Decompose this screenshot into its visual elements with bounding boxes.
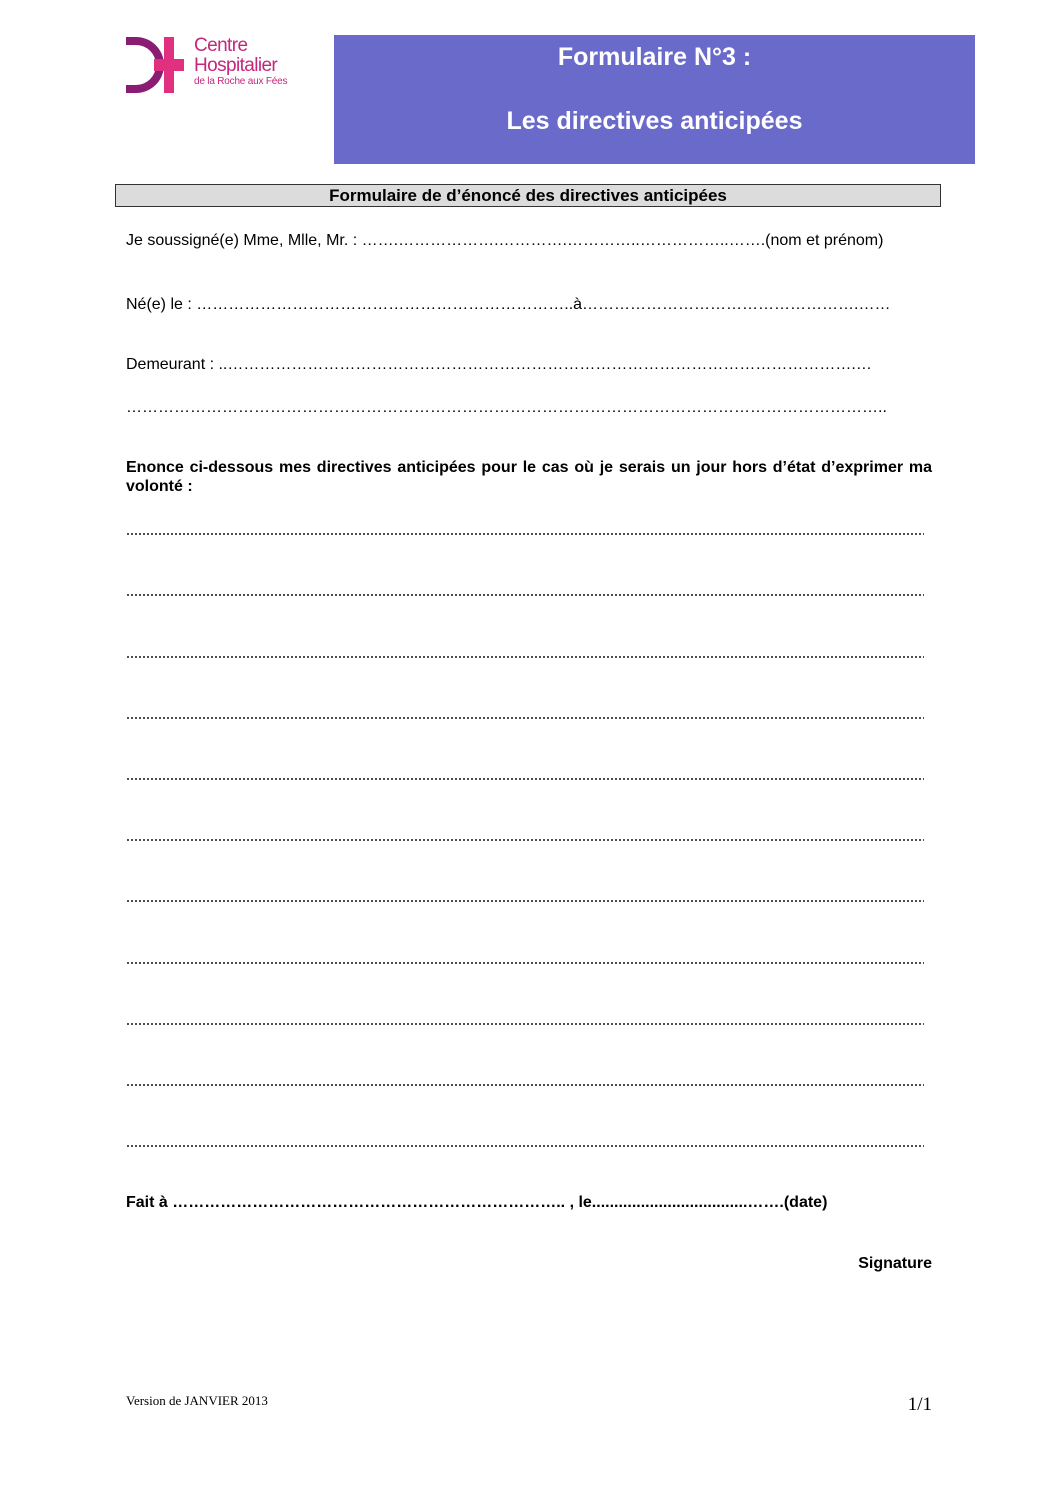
directive-line[interactable]: [126, 656, 924, 658]
directive-line[interactable]: [126, 900, 924, 902]
directive-line[interactable]: [126, 778, 924, 780]
page-number: 1/1: [907, 1394, 932, 1415]
directive-line[interactable]: [126, 594, 924, 596]
logo-line-1: Centre: [194, 35, 248, 56]
directives-intro: Enonce ci-dessous mes directives anticipées pour le cas où je serais un jour hors d’état d’exprimer ma volonté :: [126, 459, 932, 495]
form-title-banner: [334, 35, 975, 164]
directive-line[interactable]: [126, 839, 924, 841]
directive-line[interactable]: [126, 1084, 924, 1086]
hospital-logo-text: [194, 36, 287, 87]
signature-label: Signature: [858, 1255, 932, 1272]
directive-line[interactable]: [126, 1145, 924, 1147]
hospital-logo-mark: [124, 33, 186, 95]
address-field[interactable]: Demeurant : ..……………………………………………………………………………………………………….…: [126, 356, 872, 373]
directive-line[interactable]: [126, 533, 924, 535]
directive-line[interactable]: [126, 717, 924, 719]
name-field[interactable]: Je soussigné(e) Mme, Mlle, Mr. : …….……………….………….…………..……………..…….(nom et prénom): [126, 232, 884, 249]
directive-line[interactable]: [126, 1023, 924, 1025]
section-title: Formulaire de d’énoncé des directives anticipées: [115, 184, 941, 207]
form-subject-title: Les directives anticipées: [506, 107, 803, 135]
version-note: Version de JANVIER 2013: [126, 1393, 268, 1408]
logo-line-3: de la Roche aux Fées: [194, 76, 288, 87]
address-field-line-2[interactable]: ……………………………………………………………………………………………………………………………..: [126, 399, 887, 416]
hospital-logo: [124, 33, 314, 97]
logo-line-2: Hospitalier: [194, 55, 278, 76]
form-number-title: Formulaire N°3 :: [557, 43, 752, 71]
directive-line[interactable]: [126, 962, 924, 964]
place-date-field[interactable]: Fait à ……………………………………………………………….. , le...................................…….(date): [126, 1194, 828, 1211]
birth-field[interactable]: Né(e) le : ……………………………………………………………..à…………………………………………….……: [126, 296, 891, 313]
